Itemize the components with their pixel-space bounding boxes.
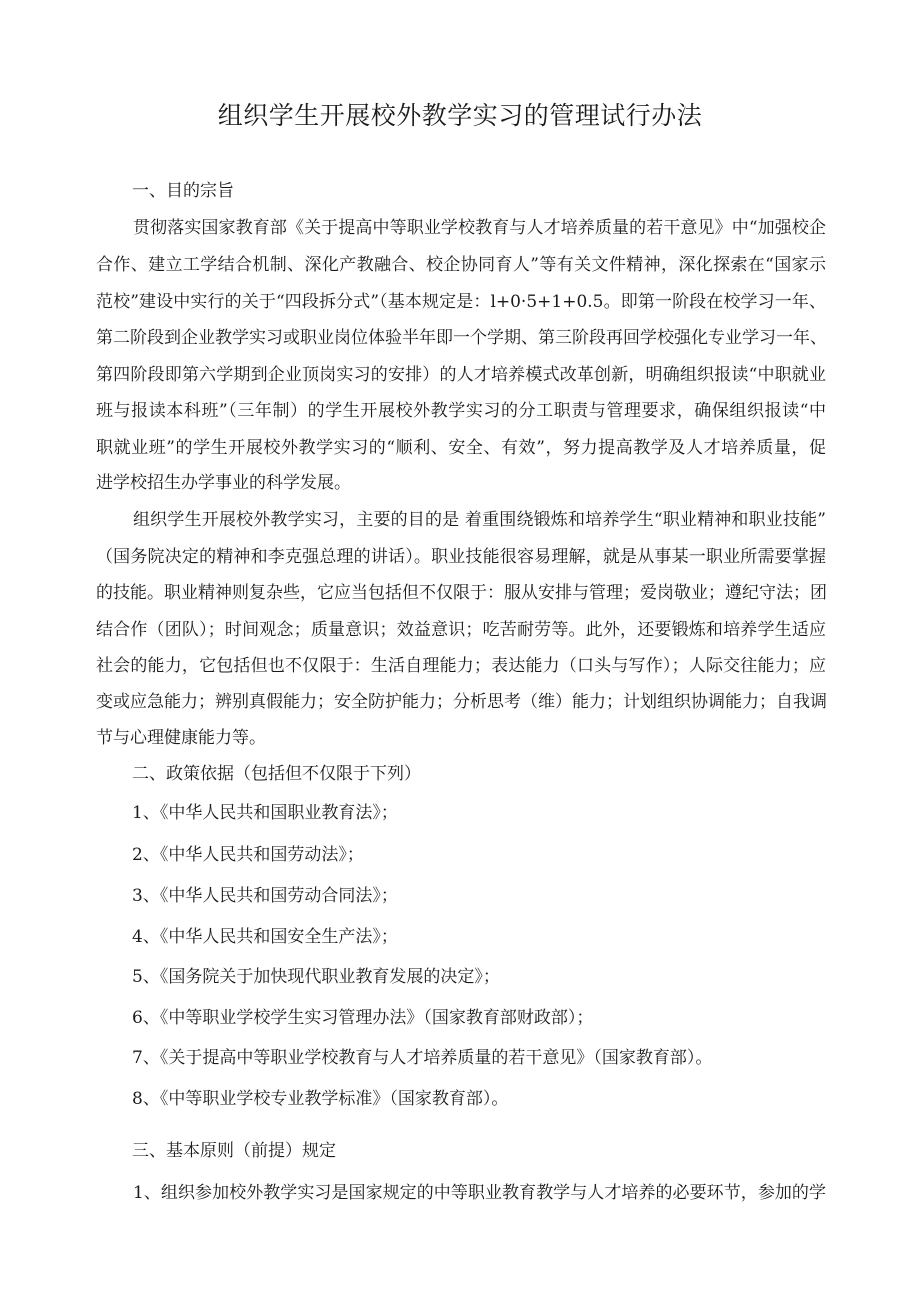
section-heading-principles: 三、基本原则（前提）规定 [132,1141,336,1161]
list-item: 1、《中华人民共和国职业教育法》； [132,803,398,823]
list-item: 6、《中等职业学校学生实习管理办法》（国家教育部财政部）； [132,1008,594,1028]
paragraph-line: 组织学生开展校外教学实习，主要的目的是 着重围绕锻炼和培养学生“职业精神和职业技能” [133,510,826,530]
document-title: 组织学生开展校外教学实习的管理试行办法 [217,101,703,130]
list-item: 3、《中华人民共和国劳动合同法》； [132,886,398,906]
paragraph-line: 结合作（团队）；时间观念；质量意识；效益意识；吃苦耐劳等。此外，还要锻炼和培养学生适应 [96,620,826,640]
list-item: 7、《关于提高中等职业学校教育与人才培养质量的若干意见》（国家教育部）。 [132,1048,713,1068]
section-heading-purpose: 一、目的宗旨 [132,181,234,201]
paragraph-line: 班与报读本科班”（三年制）的学生开展校外教学实习的分工职责与管理要求，确保组织报读“中 [96,401,826,421]
paragraph-line: 第四阶段即第六学期到企业顶岗实习的安排）的人才培养模式改革创新，明确组织报读“中职就业 [96,365,826,385]
list-item: 2、《中华人民共和国劳动法》； [132,845,364,865]
section-heading-policy: 二、政策依据（包括但不仅限于下列） [132,764,421,784]
paragraph-line: 职就业班”的学生开展校外教学实习的“顺利、安全、有效”，努力提高教学及人才培养质量，促 [96,438,826,458]
paragraph-line: 贯彻落实国家教育部《关于提高中等职业学校教育与人才培养质量的若干意见》中“加强校企 [133,218,826,238]
list-item: 4、《中华人民共和国安全生产法》； [132,927,398,947]
list-item: 8、《中等职业学校专业教学标准》（国家教育部）。 [132,1089,509,1109]
paragraph-line: 1、组织参加校外教学实习是国家规定的中等职业教育教学与人才培养的必要环节，参加的学 [133,1183,826,1203]
paragraph-line: 变或应急能力；辨别真假能力；安全防护能力；分析思考（维）能力；计划组织协调能力；自我调 [96,692,827,712]
paragraph-line: 节与心理健康能力等。 [96,728,266,748]
paragraph-line: （国务院决定的精神和李克强总理的讲话）。职业技能很容易理解，就是从事某一职业所需要掌握 [96,547,826,567]
paragraph-line: 第二阶段到企业教学实习或职业岗位体验半年即一个学期、第三阶段再回学校强化专业学习一年、 [96,328,827,348]
paragraph-line: 范校”建设中实行的关于“四段拆分式”（基本规定是：l+0·5+1+0.5。即第一阶段在校学习一年、 [96,292,826,312]
paragraph-line: 进学校招生办学事业的科学发展。 [96,473,351,493]
paragraph-line: 的技能。职业精神则复杂些，它应当包括但不仅限于：服从安排与管理；爱岗敬业；遵纪守法；团 [96,583,827,603]
paragraph-line: 合作、建立工学结合机制、深化产教融合、校企协同育人”等有关文件精神，深化探索在“国家示 [96,255,826,275]
paragraph-line: 社会的能力，它包括但也不仅限于：生活自理能力；表达能力（口头与写作）；人际交往能力；应 [96,656,826,676]
list-item: 5、《国务院关于加快现代职业教育发展的决定》； [132,967,500,987]
